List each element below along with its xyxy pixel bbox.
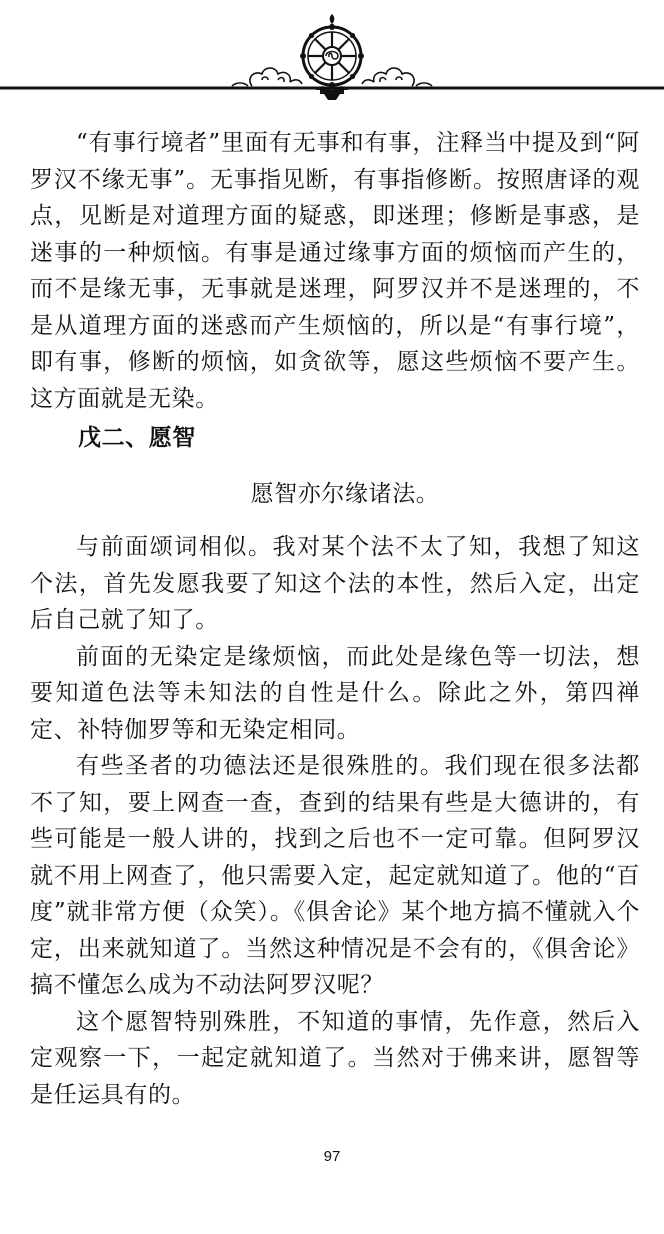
left-cloud-icon	[232, 68, 302, 86]
paragraph: 前面的无染定是缘烦恼，而此处是缘色等一切法，想要知道色法等未知法的自性是什么。除此之外，第四禅定、补特伽罗等和无染定相同。	[30, 643, 640, 743]
header-ornament	[0, 0, 664, 110]
paragraph: 这个愿智特别殊胜，不知道的事情，先作意，然后入定观察一下，一起定就知道了。当然对于佛来讲，愿智等是任运具有的。	[30, 1008, 640, 1108]
paragraph: 有些圣者的功德法还是很殊胜的。我们现在很多法都不了知，要上网查一查，查到的结果有些是大德讲的，有些可能是一般人讲的，找到之后也不一定可靠。但阿罗汉就不用上网查了，他只需要入定，起定就知道了。他的“百度”就非常方便（众笑）。《俱舍论》某个地方搞不懂就入个定，出来就知道了。当然这种情况是不会有的，《俱舍论》搞不懂怎么成为不动法阿罗汉呢？	[30, 753, 640, 998]
right-cloud-icon	[362, 68, 432, 86]
verse-line: 愿智亦尔缘诸法。	[250, 481, 440, 507]
page-number: 97	[323, 1148, 341, 1165]
section-heading: 戊二、愿智	[78, 425, 196, 451]
paragraph: “有事行境者”里面有无事和有事，注释当中提及到“阿罗汉不缘无事”。无事指见断，有事指修断。按照唐译的观点，见断是对道理方面的疑惑，即迷理；修断是事惑，是迷事的一种烦恼。有事是通过缘事方面的烦恼而产生的，而不是缘无事，无事就是迷理，阿罗汉并不是迷理的，不是从道理方面的迷惑而产生烦恼的，所以是“有事行境”，即有事，修断的烦恼，如贪欲等，愿这些烦恼不要产生。这方面就是无染。	[30, 130, 640, 412]
page-body	[30, 125, 640, 1113]
paragraph: 与前面颂词相似。我对某个法不太了知，我想了知这个法，首先发愿我要了知这个法的本性，然后入定，出定后自己就了知了。	[30, 534, 640, 633]
